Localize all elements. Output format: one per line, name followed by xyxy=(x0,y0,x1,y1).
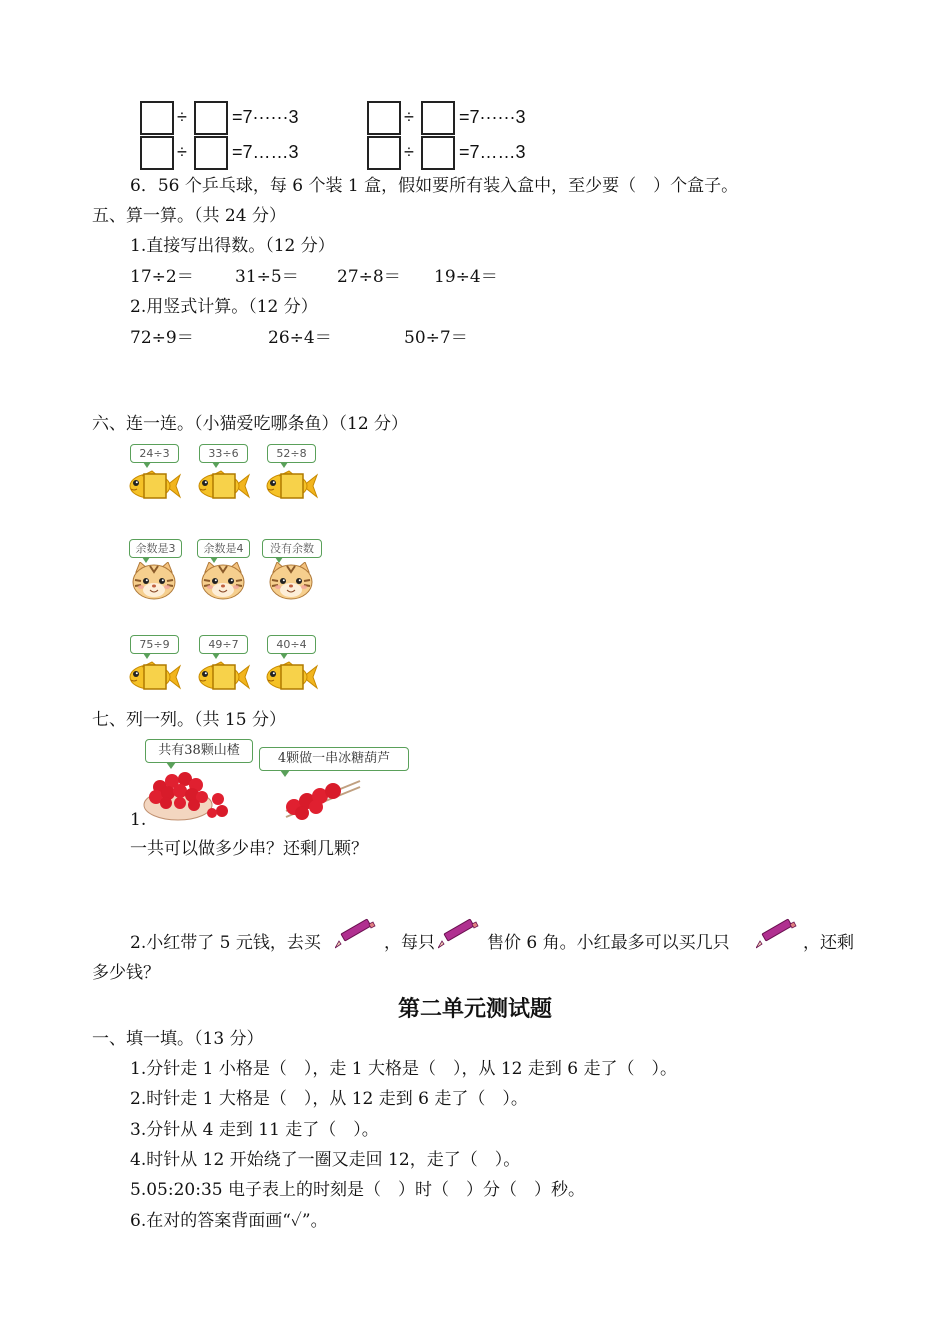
fish-label: 40÷4 xyxy=(267,635,316,654)
pencil-icon xyxy=(756,918,802,952)
fish-label: 52÷8 xyxy=(267,444,316,463)
question-2-part-a: 2.小红带了 5 元钱，去买 xyxy=(130,933,321,953)
answer-box[interactable] xyxy=(367,101,401,135)
answer-box[interactable] xyxy=(421,101,455,135)
unit-2-title: 第二单元测试题 xyxy=(397,996,552,1022)
section-6-heading: 六、连一连。（小猫爱吃哪条鱼）（12 分） xyxy=(92,414,409,434)
fill-item: 2.时针走 1 大格是（ ），从 12 走到 6 走了（ ）。 xyxy=(130,1089,528,1109)
pencil-icon xyxy=(438,918,484,952)
answer-box[interactable] xyxy=(367,136,401,170)
question-2-part-b: ，每只 xyxy=(384,933,435,953)
cat-label: 余数是4 xyxy=(197,539,250,558)
calc-item: 50÷7＝ xyxy=(404,328,468,348)
divide-sign: ÷ xyxy=(177,107,187,127)
fill-item: 6.在对的答案背面画“✓”。 xyxy=(130,1211,328,1231)
answer-box[interactable] xyxy=(194,101,228,135)
hawthorn-count-bubble: 共有38颗山楂 xyxy=(145,739,253,763)
answer-box[interactable] xyxy=(140,101,174,135)
question-1-text: 一共可以做多少串？还剩几颗？ xyxy=(130,839,368,859)
section-5-part-1: 1.直接写出得数。（12 分） xyxy=(130,236,335,256)
divide-sign: ÷ xyxy=(404,142,414,162)
fish-icon[interactable] xyxy=(265,661,319,693)
question-6: 6．56 个乒乓球，每 6 个装 1 盒，假如要所有装入盒中，至少要（ ）个盒子。 xyxy=(130,176,739,196)
cat-label: 没有余数 xyxy=(262,539,322,558)
question-2-part-d: ，还剩 xyxy=(803,933,854,953)
fish-icon[interactable] xyxy=(265,470,319,502)
answer-box[interactable] xyxy=(421,136,455,170)
candied-hawthorn-icon xyxy=(282,777,362,821)
cat-icon[interactable] xyxy=(130,562,178,602)
candied-hawthorn-bubble: 4颗做一串冰糖葫芦 xyxy=(259,747,409,771)
equation-result: =7······3 xyxy=(232,107,299,127)
equation-result: =7……3 xyxy=(459,142,526,162)
cat-icon[interactable] xyxy=(267,562,315,602)
fish-icon[interactable] xyxy=(128,661,182,693)
fill-item: 3.分针从 4 走到 11 走了（ ）。 xyxy=(130,1120,379,1140)
question-2-part-c: 售价 6 角。小红最多可以买几只 xyxy=(487,933,730,953)
equation-result: =7……3 xyxy=(232,142,299,162)
fish-icon[interactable] xyxy=(197,661,251,693)
question-1-number: 1. xyxy=(130,810,147,830)
question-2-part-e: 多少钱？ xyxy=(92,963,160,983)
answer-box[interactable] xyxy=(140,136,174,170)
section-5-heading: 五、算一算。（共 24 分） xyxy=(92,206,286,226)
fill-item: 4.时针从 12 开始绕了一圈又走回 12，走了（ ）。 xyxy=(130,1150,521,1170)
section-5-part-2: 2.用竖式计算。（12 分） xyxy=(130,297,318,317)
calc-item: 26÷4＝ xyxy=(268,328,332,348)
fish-label: 24÷3 xyxy=(130,444,179,463)
calc-item: 27÷8＝ xyxy=(337,267,401,287)
calc-item: 17÷2＝ xyxy=(130,267,194,287)
unit-2-heading: 一、填一填。（13 分） xyxy=(92,1029,264,1049)
fill-item: 1.分针走 1 小格是（ ），走 1 大格是（ ），从 12 走到 6 走了（ ）。 xyxy=(130,1059,678,1079)
cat-label: 余数是3 xyxy=(129,539,182,558)
hawthorn-plate-icon xyxy=(140,765,232,823)
pencil-icon xyxy=(335,918,381,952)
fish-icon[interactable] xyxy=(197,470,251,502)
fish-label: 75÷9 xyxy=(130,635,179,654)
cat-icon[interactable] xyxy=(199,562,247,602)
answer-box[interactable] xyxy=(194,136,228,170)
section-7-heading: 七、列一列。（共 15 分） xyxy=(92,710,286,730)
fish-label: 33÷6 xyxy=(199,444,248,463)
fill-item: 5.05:20:35 电子表上的时刻是（ ）时（ ）分（ ）秒。 xyxy=(130,1180,585,1200)
calc-item: 31÷5＝ xyxy=(235,267,299,287)
divide-sign: ÷ xyxy=(177,142,187,162)
fish-label: 49÷7 xyxy=(199,635,248,654)
fish-icon[interactable] xyxy=(128,470,182,502)
calc-item: 72÷9＝ xyxy=(130,328,194,348)
equation-result: =7······3 xyxy=(459,107,526,127)
calc-item: 19÷4＝ xyxy=(434,267,498,287)
divide-sign: ÷ xyxy=(404,107,414,127)
